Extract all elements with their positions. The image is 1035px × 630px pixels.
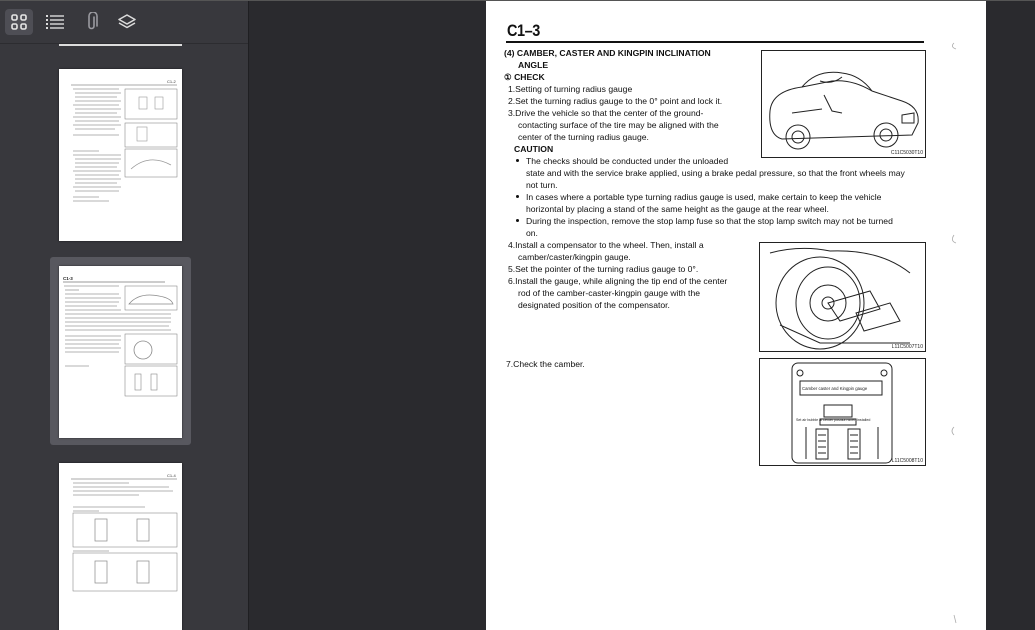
step-4-cont: camber/caster/kingpin gauge. — [518, 252, 631, 262]
figure-car-on-gauge — [761, 50, 926, 158]
outline-view-button[interactable] — [41, 9, 69, 35]
step-3-cont-2: center of the turning radius gauge. — [518, 132, 649, 142]
figure-code: L11C5008T10 — [891, 458, 923, 464]
document-viewer[interactable] — [249, 1, 1035, 630]
step-5: 5.Set the pointer of the turning radius gauge to 0°. — [508, 264, 699, 274]
bullet-dot — [516, 195, 519, 198]
list-icon — [45, 13, 65, 31]
attachments-view-button[interactable] — [78, 9, 106, 35]
step-6: 6.Install the gauge, while aligning the tip end of the center — [508, 276, 728, 286]
bubble-label: Set air bubble at center position when installed — [796, 418, 871, 422]
gauge-label: Camber caster and Kingpin gauge — [802, 386, 868, 391]
figure-compensator — [759, 242, 926, 352]
step-7: 7.Check the camber. — [506, 359, 585, 369]
document-page — [486, 1, 986, 630]
thumbnail-page-label: C1-2 — [167, 79, 176, 84]
page-thumbnail-2[interactable] — [59, 266, 182, 438]
sidebar-toolbar — [0, 1, 248, 44]
step-3-cont-1: contacting surface of the tire may be aligned with the — [518, 120, 719, 130]
title-rule — [506, 41, 924, 43]
caution-bullet-1-cont-2: not turn. — [526, 180, 558, 190]
caution-heading: CAUTION — [514, 144, 554, 154]
figure-code: L11C5007T10 — [891, 344, 923, 350]
thumbnails-view-button[interactable] — [5, 9, 33, 35]
page-thumbnail-3[interactable] — [59, 463, 182, 630]
thumbnail-list[interactable] — [0, 44, 248, 630]
section-heading-cont: ANGLE — [518, 60, 549, 70]
sidebar — [0, 1, 249, 630]
paperclip-icon — [84, 12, 100, 32]
layers-icon — [117, 13, 137, 31]
step-4: 4.Install a compensator to the wheel. Then, install a — [508, 240, 704, 250]
step-6-cont-2: designated position of the compensator. — [518, 300, 670, 310]
car-illustration — [762, 51, 925, 157]
caution-bullet-2-cont: horizontal by placing a stand of the same height as the gauge at the rear wheel. — [526, 204, 829, 214]
bullet-dot — [516, 219, 519, 222]
step-6-cont-1: rod of the camber-caster-kingpin gauge with the — [518, 288, 701, 298]
thumbnail-page-label: C1-4 — [167, 473, 176, 478]
page-thumbnail-1[interactable] — [59, 69, 182, 241]
thumbnail-page-label: C1-3 — [63, 276, 73, 281]
thumbnail-page-content — [59, 69, 182, 241]
check-heading: ① CHECK — [504, 72, 545, 82]
page-edge-marks — [948, 37, 968, 627]
gauge-illustration — [760, 359, 925, 465]
figure-gauge — [759, 358, 926, 466]
page-title: C1–3 — [507, 21, 540, 40]
step-3: 3.Drive the vehicle so that the center of the ground- — [508, 108, 704, 118]
step-2: 2.Set the turning radius gauge to the 0° point and lock it. — [508, 96, 723, 106]
section-heading: (4) CAMBER, CASTER AND KINGPIN INCLINATION — [504, 48, 711, 58]
caution-bullet-1-cont: state and with the service brake applied, using a brake pedal pressure, so that the front wheels may — [526, 168, 905, 178]
thumbnail-scroll-indicator — [59, 44, 182, 46]
figure-code: C11C5030T10 — [890, 150, 923, 156]
step-1: 1.Setting of turning radius gauge — [508, 84, 633, 94]
caution-bullet-3: During the inspection, remove the stop lamp fuse so that the stop lamp switch may not be turned — [526, 216, 893, 226]
bullet-dot — [516, 159, 519, 162]
caution-bullet-1: The checks should be conducted under the unloaded — [526, 156, 729, 166]
caution-bullet-3-cont: on. — [526, 228, 538, 238]
grid-icon — [10, 13, 28, 31]
thumbnail-page-content — [59, 266, 182, 438]
thumbnail-page-content — [59, 463, 182, 630]
layers-view-button[interactable] — [113, 9, 141, 35]
caution-bullet-2: In cases where a portable type turning radius gauge is used, make certain to keep the vehicle — [526, 192, 882, 202]
compensator-illustration — [760, 243, 925, 351]
